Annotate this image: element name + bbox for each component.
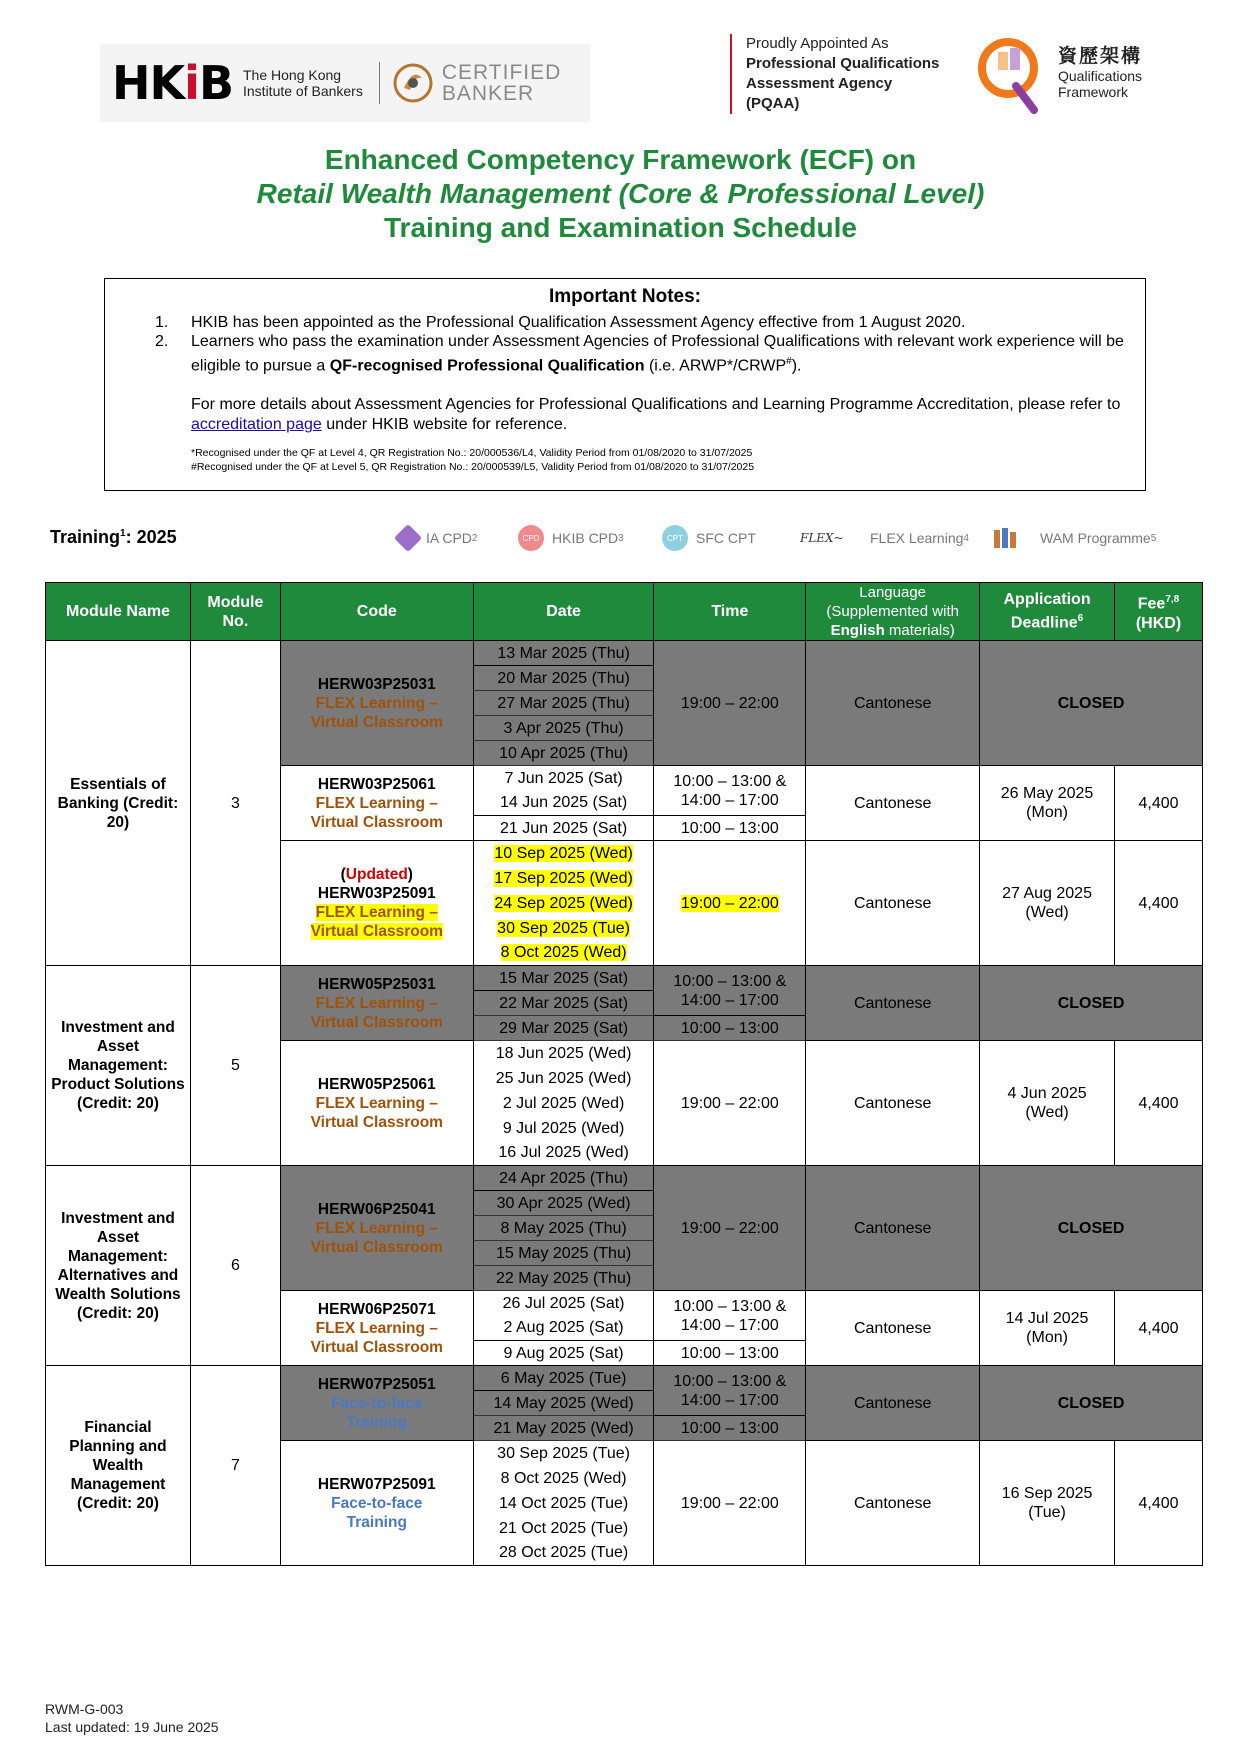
course-code-cell: HERW03P25061 FLEX Learning – Virtual Classroom — [280, 766, 473, 841]
fee-cell: 4,400 — [1115, 766, 1203, 841]
fee-cell: 4,400 — [1115, 1291, 1203, 1366]
date-cell: 9 Aug 2025 (Sat) — [473, 1341, 654, 1366]
qf-text: 資歷架構 Qualifications Framework — [1058, 46, 1143, 100]
note-item: 1. HKIB has been appointed as the Professional Qualification Assessment Agency effective from 1 August 2020. — [155, 313, 966, 331]
language-cell: Cantonese — [806, 641, 980, 766]
col-time: Time — [654, 583, 806, 641]
pqaa-statement: Proudly Appointed As Professional Qualifications Assessment Agency (PQAA) — [730, 34, 939, 114]
time-cell: 10:00 – 13:00 — [654, 1341, 806, 1366]
legend-wam-programme: WAM Programme 5 — [992, 524, 1156, 552]
language-cell: Cantonese — [806, 1366, 980, 1441]
qf-logo-icon — [972, 32, 1052, 114]
table-row — [46, 966, 1203, 991]
date-cell: 15 Mar 2025 (Sat) — [473, 966, 654, 991]
time-cell: 10:00 – 13:00 & 14:00 – 17:00 — [654, 1291, 806, 1341]
language-cell: Cantonese — [806, 1166, 980, 1291]
legend-flex-learning: FLEX~ FLEX Learning 4 — [800, 530, 969, 546]
course-code-cell: HERW06P25071 FLEX Learning – Virtual Classroom — [280, 1291, 473, 1366]
legend-hkib-cpd: CPD HKIB CPD 3 — [518, 524, 624, 552]
language-cell: Cantonese — [806, 966, 980, 1041]
legend-sfc-cpt: CPT SFC CPT — [662, 524, 756, 552]
wam-programme-icon — [992, 526, 1018, 550]
col-language: Language (Supplemented with English materials) — [806, 583, 980, 641]
date-cell: 18 Jun 2025 (Wed) — [473, 1041, 654, 1066]
date-cell: 14 Jun 2025 (Sat) — [473, 791, 654, 816]
date-cell: 25 Jun 2025 (Wed) — [473, 1066, 654, 1091]
col-module-name: Module Name — [46, 583, 191, 641]
date-cell: 3 Apr 2025 (Thu) — [473, 716, 654, 741]
time-cell: 10:00 – 13:00 — [654, 816, 806, 841]
table-row — [46, 641, 1203, 666]
time-cell: 19:00 – 22:00 — [654, 1441, 806, 1566]
closed-status: CLOSED — [980, 1166, 1203, 1291]
date-cell: 16 Jul 2025 (Wed) — [473, 1141, 654, 1166]
course-code-cell: HERW05P25031 FLEX Learning – Virtual Classroom — [280, 966, 473, 1041]
date-cell: 15 May 2025 (Thu) — [473, 1241, 654, 1266]
col-code: Code — [280, 583, 473, 641]
date-cell: 24 Sep 2025 (Wed) — [473, 891, 654, 916]
important-notes-box — [104, 278, 1146, 491]
date-cell: 22 May 2025 (Thu) — [473, 1266, 654, 1291]
date-cell: 13 Mar 2025 (Thu) — [473, 641, 654, 666]
ia-cpd-icon — [394, 524, 422, 552]
closed-status: CLOSED — [980, 1366, 1203, 1441]
time-cell: 10:00 – 13:00 — [654, 1016, 806, 1041]
hkib-cpd-icon: CPD — [518, 525, 544, 551]
date-cell: 2 Aug 2025 (Sat) — [473, 1316, 654, 1341]
schedule-table — [45, 582, 1203, 1566]
date-cell: 21 Jun 2025 (Sat) — [473, 816, 654, 841]
closed-status: CLOSED — [980, 641, 1203, 766]
deadline-cell: 4 Jun 2025 (Wed) — [980, 1041, 1115, 1166]
date-cell: 6 May 2025 (Tue) — [473, 1366, 654, 1391]
document-footer — [45, 1700, 219, 1736]
language-cell: Cantonese — [806, 1441, 980, 1566]
time-cell: 10:00 – 13:00 — [654, 1416, 806, 1441]
module-no: 7 — [190, 1366, 280, 1566]
module-name: Essentials of Banking (Credit: 20) — [46, 641, 191, 966]
date-cell: 30 Sep 2025 (Tue) — [473, 916, 654, 941]
closed-status: CLOSED — [980, 966, 1203, 1041]
time-cell: 10:00 – 13:00 & 14:00 – 17:00 — [654, 966, 806, 1016]
certified-banker-text: CERTIFIED BANKER — [441, 61, 562, 105]
date-cell: 21 Oct 2025 (Tue) — [473, 1516, 654, 1541]
date-cell: 29 Mar 2025 (Sat) — [473, 1016, 654, 1041]
notes-heading: Important Notes: — [549, 286, 701, 307]
module-name: Investment and Asset Management: Alternatives and Wealth Solutions (Credit: 20) — [46, 1166, 191, 1366]
date-cell: 21 May 2025 (Wed) — [473, 1416, 654, 1441]
date-cell: 14 Oct 2025 (Tue) — [473, 1491, 654, 1516]
date-cell: 10 Apr 2025 (Thu) — [473, 741, 654, 766]
date-cell: 30 Sep 2025 (Tue) — [473, 1441, 654, 1466]
module-no: 6 — [190, 1166, 280, 1366]
date-cell: 20 Mar 2025 (Thu) — [473, 666, 654, 691]
date-cell: 30 Apr 2025 (Wed) — [473, 1191, 654, 1216]
fee-cell: 4,400 — [1115, 841, 1203, 966]
fee-cell: 4,400 — [1115, 1441, 1203, 1566]
logo-divider — [379, 62, 380, 104]
legend-ia-cpd: IA CPD 2 — [398, 524, 477, 552]
date-cell: 28 Oct 2025 (Tue) — [473, 1541, 654, 1566]
time-cell: 19:00 – 22:00 — [654, 841, 806, 966]
language-cell: Cantonese — [806, 1291, 980, 1366]
training-year-label: Training$^1$: 2025 — [50, 527, 177, 547]
fee-cell: 4,400 — [1115, 1041, 1203, 1166]
table-row — [46, 1366, 1203, 1391]
certified-banker-icon — [392, 62, 434, 104]
flex-learning-icon: FLEX~ — [800, 531, 844, 545]
note-item: 2. Learners who pass the examination under Assessment Agencies of Professional Qualifications with relevant work experience will be eligible to pursue a QF-recognised Professional Qualification (i.e. ARWP*/CRWP#). — [155, 333, 1124, 374]
hkib-name: The Hong Kong Institute of Bankers — [243, 67, 363, 99]
time-cell: 19:00 – 22:00 — [654, 1166, 806, 1291]
date-cell: 9 Jul 2025 (Wed) — [473, 1116, 654, 1141]
language-cell: Cantonese — [806, 766, 980, 841]
date-cell: 27 Mar 2025 (Thu) — [473, 691, 654, 716]
time-cell: 10:00 – 13:00 & 14:00 – 17:00 — [654, 1366, 806, 1416]
course-code-cell: HERW06P25041 FLEX Learning – Virtual Classroom — [280, 1166, 473, 1291]
time-cell: 10:00 – 13:00 & 14:00 – 17:00 — [654, 766, 806, 816]
date-cell: 26 Jul 2025 (Sat) — [473, 1291, 654, 1316]
module-name: Investment and Asset Management: Product Solutions (Credit: 20) — [46, 966, 191, 1166]
date-cell: 17 Sep 2025 (Wed) — [473, 866, 654, 891]
col-deadline: Application Deadline$^6$ — [980, 583, 1115, 641]
qf-footnotes: *Recognised under the QF at Level 4, QR Registration No.: 20/000536/L4, Validity Period from 01/08/2020 to 31/07/2025 #Recognised under the QF at Level 5, QR Registration No.: 20/000539/L5, Validity Period from 01/08/2020 to 31/07/2025 — [191, 447, 755, 474]
module-name: Financial Planning and Wealth Management (Credit: 20) — [46, 1366, 191, 1566]
deadline-cell: 26 May 2025 (Mon) — [980, 766, 1115, 841]
document-id: RWM-G-003 — [45, 1701, 124, 1717]
date-cell: 8 May 2025 (Thu) — [473, 1216, 654, 1241]
course-code-cell: (Updated) HERW03P25091 FLEX Learning – Virtual Classroom — [280, 841, 473, 966]
date-cell: 7 Jun 2025 (Sat) — [473, 766, 654, 791]
sfc-cpt-icon: CPT — [662, 525, 688, 551]
date-cell: 24 Apr 2025 (Thu) — [473, 1166, 654, 1191]
col-fee: Fee$^{7,8}$ (HKD) — [1115, 583, 1203, 641]
table-row — [46, 1166, 1203, 1191]
col-date: Date — [473, 583, 654, 641]
language-cell: Cantonese — [806, 841, 980, 966]
deadline-cell: 16 Sep 2025 (Tue) — [980, 1441, 1115, 1566]
hkib-logo: HKiB — [112, 56, 233, 110]
course-code-cell: HERW03P25031 FLEX Learning – Virtual Classroom — [280, 641, 473, 766]
notes-more-details: For more details about Assessment Agencies for Professional Qualifications and Learning Programme Accreditation, please refer to accreditation page under HKIB website for reference. — [191, 396, 1121, 433]
date-cell: 22 Mar 2025 (Sat) — [473, 991, 654, 1016]
deadline-cell: 27 Aug 2025 (Wed) — [980, 841, 1115, 966]
document-title: Enhanced Competency Framework (ECF) on Retail Wealth Management (Core & Professional Level) Training and Examination Schedule — [256, 144, 985, 243]
time-cell: 19:00 – 22:00 — [654, 1041, 806, 1166]
date-cell: 10 Sep 2025 (Wed) — [473, 841, 654, 866]
course-code-cell: HERW07P25091 Face-to-face Training — [280, 1441, 473, 1566]
accreditation-page-link[interactable]: accreditation page — [191, 415, 322, 433]
updated-label: Updated — [345, 866, 408, 883]
module-no: 5 — [190, 966, 280, 1166]
date-cell: 2 Jul 2025 (Wed) — [473, 1091, 654, 1116]
date-cell: 8 Oct 2025 (Wed) — [473, 941, 654, 966]
course-code-cell: HERW05P25061 FLEX Learning – Virtual Classroom — [280, 1041, 473, 1166]
hkib-logo-banner — [100, 44, 590, 122]
time-cell: 19:00 – 22:00 — [654, 641, 806, 766]
col-module-no: Module No. — [190, 583, 280, 641]
last-updated: Last updated: 19 June 2025 — [45, 1719, 219, 1735]
course-code-cell: HERW07P25051 Face-to-face Training — [280, 1366, 473, 1441]
module-no: 3 — [190, 641, 280, 966]
deadline-cell: 14 Jul 2025 (Mon) — [980, 1291, 1115, 1366]
language-cell: Cantonese — [806, 1041, 980, 1166]
table-header-row — [46, 583, 1203, 641]
date-cell: 14 May 2025 (Wed) — [473, 1391, 654, 1416]
date-cell: 8 Oct 2025 (Wed) — [473, 1466, 654, 1491]
